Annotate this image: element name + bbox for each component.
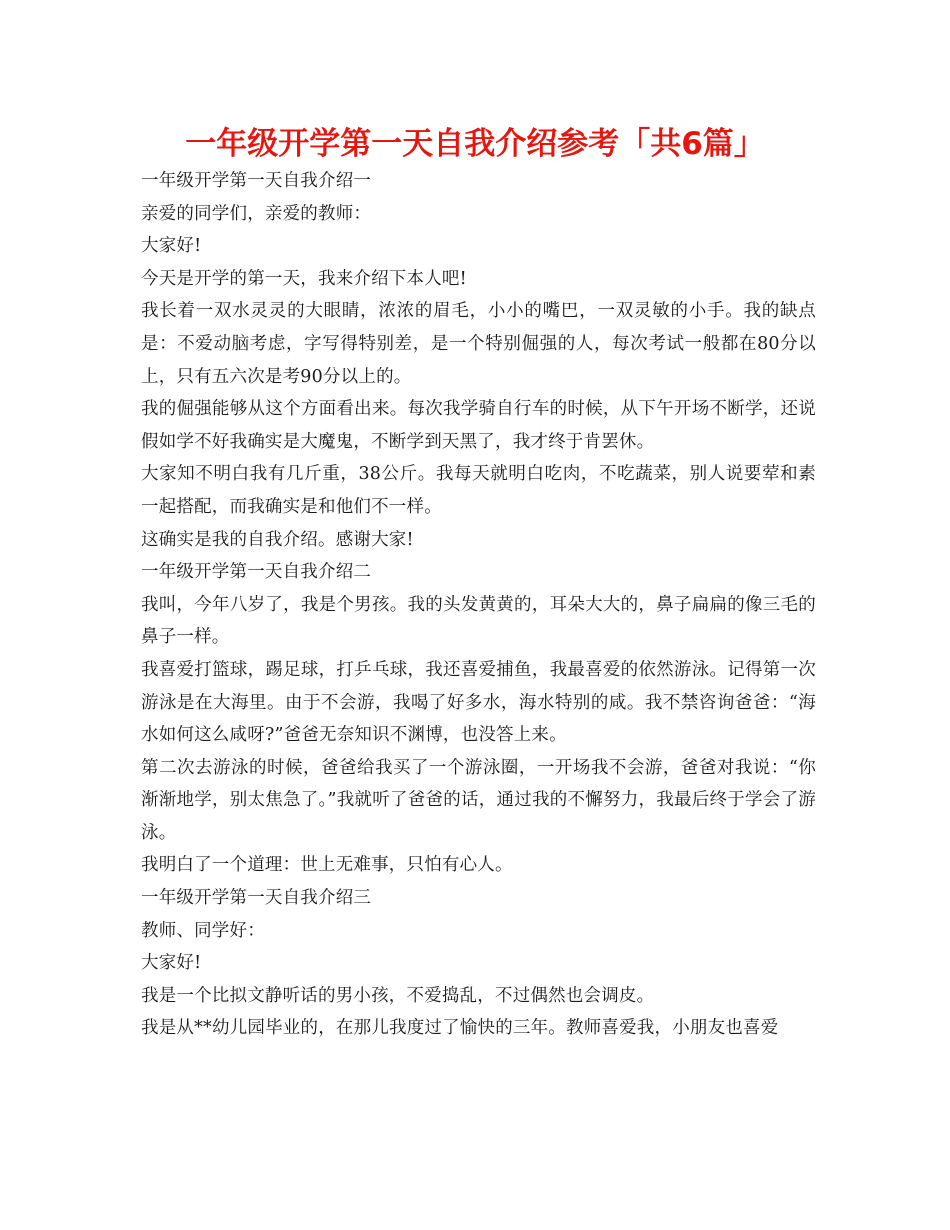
paragraph: 第二次去游泳的时候，爸爸给我买了一个游泳圈，一开场我不会游，爸爸对我说：“你渐渐地学，别太焦急了。”我就听了爸爸的话，通过我的不懈努力，我最后终于学会了游泳。 <box>141 757 816 843</box>
paragraph: 这确实是我的自我介绍。感谢大家! <box>141 529 414 550</box>
paragraph: 我叫，今年八岁了，我是个男孩。我的头发黄黄的，耳朵大大的，鼻子扁扁的像三毛的鼻子一样。 <box>141 594 816 648</box>
paragraph: 大家知不明白我有几斤重，38公斤。我每天就明白吃肉，不吃蔬菜，别人说要荤和素一起搭配，而我确实是和他们不一样。 <box>141 464 816 517</box>
document-body <box>141 165 816 1045</box>
section-heading-2: 一年级开学第一天自我介绍二 <box>141 562 372 583</box>
paragraph: 我长着一双水灵灵的大眼睛，浓浓的眉毛，小小的嘴巴，一双灵敏的小手。我的缺点是：不爱动脑考虑，字写得特别差，是一个特别倔强的人，每次考试一般都在80分以上，只有五六次是考90分以上的。 <box>141 301 816 387</box>
section-heading-3: 一年级开学第一天自我介绍三 <box>141 888 372 909</box>
paragraph: 我喜爱打篮球，踢足球，打乒乓球，我还喜爱捕鱼，我最喜爱的依然游泳。记得第一次游泳是在大海里。由于不会游，我喝了好多水，海水特别的咸。我不禁咨询爸爸：“海水如何这么咸呀?”爸爸无奈知识不渊博，也没答上来。 <box>141 659 816 746</box>
greeting: 大家好! <box>141 953 202 974</box>
document-title: 一年级开学第一天自我介绍参考「共6篇」 <box>185 126 765 162</box>
section-heading-1: 一年级开学第一天自我介绍一 <box>141 171 372 191</box>
greeting: 大家好! <box>141 236 202 257</box>
paragraph: 我明白了一个道理：世上无难事，只怕有心人。 <box>141 855 513 876</box>
salutation: 亲爱的同学们，亲爱的教师： <box>141 203 372 224</box>
paragraph: 今天是开学的第一天，我来介绍下本人吧! <box>141 268 467 289</box>
salutation: 教师、同学好： <box>141 920 265 941</box>
paragraph: 我是从**幼儿园毕业的，在那儿我度过了愉快的三年。教师喜爱我，小朋友也喜爱 <box>141 1018 779 1039</box>
paragraph: 我是一个比拟文静听话的男小孩，不爱捣乱，不过偶然也会调皮。 <box>141 985 655 1006</box>
paragraph: 我的倔强能够从这个方面看出来。每次我学骑自行车的时候，从下午开场不断学，还说假如学不好我确实是大魔鬼，不断学到天黑了，我才终于肯罢休。 <box>141 399 816 452</box>
